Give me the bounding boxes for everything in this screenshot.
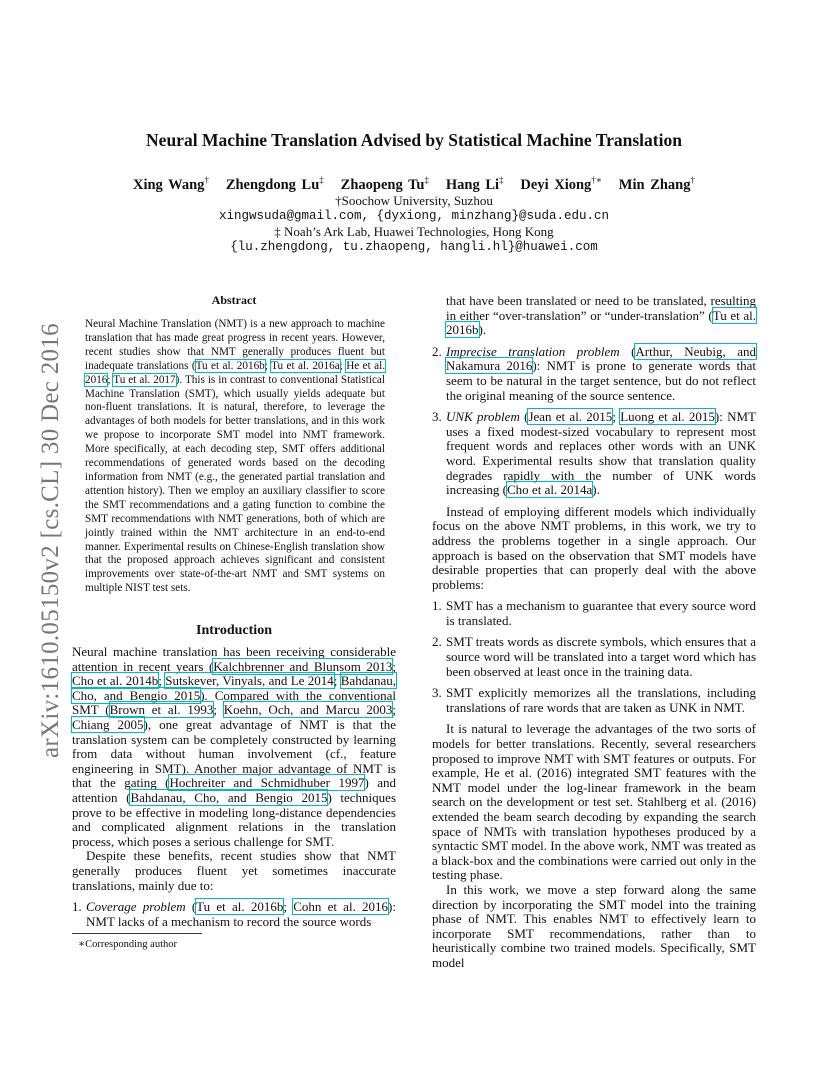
footnote-rule: [72, 933, 202, 934]
separator: ;: [339, 359, 347, 372]
abstract-body: [85, 318, 385, 596]
list-item: [432, 635, 756, 679]
separator: (: [519, 409, 529, 425]
author-name: Xing Wang: [132, 176, 205, 193]
body-text: ) and attention (: [72, 775, 396, 805]
author-name: Hang Li: [445, 176, 500, 193]
separator: ;: [392, 702, 397, 718]
citation-link[interactable]: Cho et al. 2014a: [507, 482, 593, 498]
list-number: 3.: [432, 685, 442, 701]
separator: ;: [213, 702, 224, 718]
list-term: UNK problem: [446, 409, 520, 425]
body-text: Neural machine translation has been receiving considerable attention in recent years (: [72, 644, 396, 674]
citation-link[interactable]: He et al. 2016: [85, 359, 386, 386]
abstract-heading: Abstract: [211, 293, 257, 307]
body-text: that have been translated or need to be translated, resulting in either “over-translation” or “under-translation” (: [446, 293, 756, 323]
citation-link[interactable]: Kalchbrenner and Blunsom 2013: [213, 658, 393, 674]
body-text: SMT treats words as discrete symbols, which ensures that a source word will be translated into a target word which has been observed at least once in the training data.: [446, 634, 756, 679]
body-text: SMT has a mechanism to guarantee that every source word is translated.: [446, 598, 756, 628]
body-text: ): NMT lacks of a mechanism to record the source words: [86, 899, 396, 929]
separator: ;: [158, 673, 166, 689]
separator: ;: [283, 899, 294, 915]
citation-link[interactable]: Jean et al. 2015: [528, 409, 613, 425]
affiliation-soochow: †Soochow University, Suzhou: [335, 193, 493, 208]
left-column-body: [72, 645, 396, 929]
citation-link[interactable]: Brown et al. 1993: [109, 702, 214, 718]
list-term: Imprecise translation problem: [446, 343, 620, 359]
author-mark: ‡: [424, 175, 429, 185]
citation-link[interactable]: Tu et al. 2016b: [196, 899, 284, 915]
author-mark: †∗: [591, 175, 602, 185]
author-mark: ‡: [499, 175, 504, 185]
separator: ).: [478, 322, 487, 338]
author-mark: ‡: [319, 175, 324, 185]
body-text: ) techniques prove to be effective in modeling long-distance dependencies and complicated alignment relations in the translation process, which poses a serious challenge for SMT.: [72, 789, 397, 849]
list-number: 2.: [432, 343, 442, 359]
citation-link[interactable]: Luong et al. 2015: [620, 409, 715, 425]
list-item: [432, 599, 756, 628]
list-item: [72, 900, 396, 929]
body-text: SMT explicitly memorizes all the translations, including translations of rare words that are taken as UNK in NMT.: [446, 685, 756, 715]
body-text: ): NMT uses a fixed modest-sized vocabulary to represent most frequent words and replaces other words with an UNK word. Experimental results show that translation quality degrades rapidly with the number of UNK words increasing (: [446, 409, 756, 498]
separator: ;: [107, 373, 114, 386]
body-text: ), one great advantage of NMT is that the translation system can be completely constructed by learning from data without human involvement (cf., feature engineering in SMT). Another major advantage of NMT is that the gating (: [72, 716, 396, 791]
list-number: 2.: [432, 634, 442, 650]
citation-link[interactable]: Cho et al. 2014b: [72, 673, 159, 689]
paper-title: Neural Machine Translation Advised by Statistical Machine Translation: [146, 130, 682, 150]
list-item: [432, 345, 756, 403]
list-number: 1.: [432, 598, 442, 614]
abstract-text: Neural Machine Translation (NMT) is a new approach to machine translation that has made great progress in recent years. However, recent studies show that NMT generally produces fluent but inadequate translations (: [85, 318, 385, 372]
citation-link[interactable]: Bahdanau, Cho, and Bengio 2015: [72, 673, 396, 703]
separator: ;: [612, 409, 621, 425]
citation-link[interactable]: Tu et al. 2016b: [195, 359, 265, 372]
body-text: ). Compared with the conventional SMT (: [72, 687, 397, 718]
separator: ).: [592, 482, 600, 498]
separator: ;: [392, 658, 396, 674]
citation-link[interactable]: Tu et al. 2017: [113, 373, 176, 386]
list-item-continued: [432, 294, 756, 338]
citation-link[interactable]: Chiang 2005: [72, 716, 144, 732]
author-name: Zhengdong Lu: [225, 176, 320, 193]
separator: ;: [264, 359, 272, 372]
citation-link[interactable]: Cohn et al. 2016: [293, 899, 389, 915]
footnote: ∗Corresponding author: [78, 939, 177, 950]
right-column-body: [432, 294, 756, 971]
separator: (: [185, 899, 197, 915]
body-paragraph: In this work, we move a step forward along the same direction by incorporating the SMT model into the training phase of NMT. This enables NMT to effectively learn to incorporate SMT recommendations, rather than to heuristically combine two trained models. Specifically, SMT model: [432, 881, 756, 970]
separator: ;: [333, 673, 341, 689]
section-heading-introduction: Introduction: [196, 623, 272, 638]
author-mark: †: [204, 175, 209, 185]
citation-link[interactable]: Hochreiter and Schmidhuber 1997: [169, 775, 365, 791]
intro-paragraph: Despite these benefits, recent studies show that NMT generally produces fluent yet sometimes inaccurate translations, mainly due to:: [72, 848, 396, 893]
list-number: 3.: [432, 409, 442, 425]
citation-link[interactable]: Sutskever, Vinyals, and Le 2014: [165, 673, 334, 689]
affiliation-huawei: ‡ Noah’s Ark Lab, Huawei Technologies, Hong Kong: [274, 224, 554, 239]
intro-paragraph: [72, 645, 396, 849]
list-term: Coverage problem: [86, 899, 186, 915]
body-text: ): NMT is prone to generate words that seem to be natural in the target sentence, but do not reflect the original meaning of the source sentence.: [446, 358, 756, 403]
arxiv-sidebar-stamp: [17, 288, 64, 758]
citation-link[interactable]: Koehn, Och, and Marcu 2003: [223, 702, 393, 718]
citation-link[interactable]: Tu et al. 2016a: [271, 359, 340, 372]
email-soochow: xingwsuda@gmail.com, {dyxiong, minzhang}@suda.edu.cn: [218, 209, 610, 223]
citation-link[interactable]: Arthur, Neubig, and Nakamura 2016: [446, 343, 756, 374]
author-name: Zhaopeng Tu: [340, 176, 425, 193]
body-paragraph: Instead of employing different models which individually focus on the above NMT problems, in this work, we try to address the problems together in a single approach. Our approach is based on the observation that SMT models have desirable properties that can properly deal with the above problems:: [432, 503, 756, 592]
abstract-text: ). This is in contrast to conventional Statistical Machine Translation (SMT), which usually yields adequate but non-fluent translations. It is natural, therefore, to leverage the advantages of both models for better translations, and in this work we propose to incorporate SMT model into NMT framework. More specifically, at each decoding step, SMT offers additional recommendations of generated words based on the decoding information from NMT (e.g., the generated partial translation and attention history). Then we employ an auxiliary classifier to score the SMT recommendations and a gating function to combine the SMT recommendations with NMT generations, both of which are jointly trained within the NMT architecture in an end-to-end manner. Experimental results on Chinese-English translation show that the proposed approach achieves significant and consistent improvements over state-of-the-art NMT and SMT systems on multiple NIST test sets.: [85, 373, 385, 595]
author-name: Deyi Xiong: [520, 176, 592, 193]
separator: (: [619, 343, 636, 359]
author-list: [0, 175, 828, 194]
list-item: [432, 686, 756, 715]
author-name: Min Zhang: [618, 176, 691, 193]
list-item: [432, 410, 756, 498]
email-huawei: {lu.zhengdong, tu.zhaopeng, hangli.hl}@huawei.com: [230, 240, 598, 254]
citation-link[interactable]: Tu et al. 2016b: [446, 307, 757, 338]
list-number: 1.: [72, 899, 82, 915]
body-paragraph: It is natural to leverage the advantages of the two sorts of models for better translations. Recently, several researchers proposed to improve NMT with SMT features or outputs. For example, He et al. (2016) integrated SMT features with the NMT model under the log-linear framework in the beam search on the development or test set. Stahlberg et al. (2016) extended the beam search decoding by expanding the search space of NMTs with translation hypotheses produced by a syntactic SMT model. In the above work, NMT was treated as a black-box and the combinations were carried out only in the testing phase.: [432, 721, 756, 883]
arxiv-identifier: arXiv:1610.05150v2 [cs.CL] 30 Dec 2016: [37, 323, 64, 758]
author-mark: †: [690, 175, 696, 185]
citation-link[interactable]: Bahdanau, Cho, and Bengio 2015: [130, 789, 328, 805]
